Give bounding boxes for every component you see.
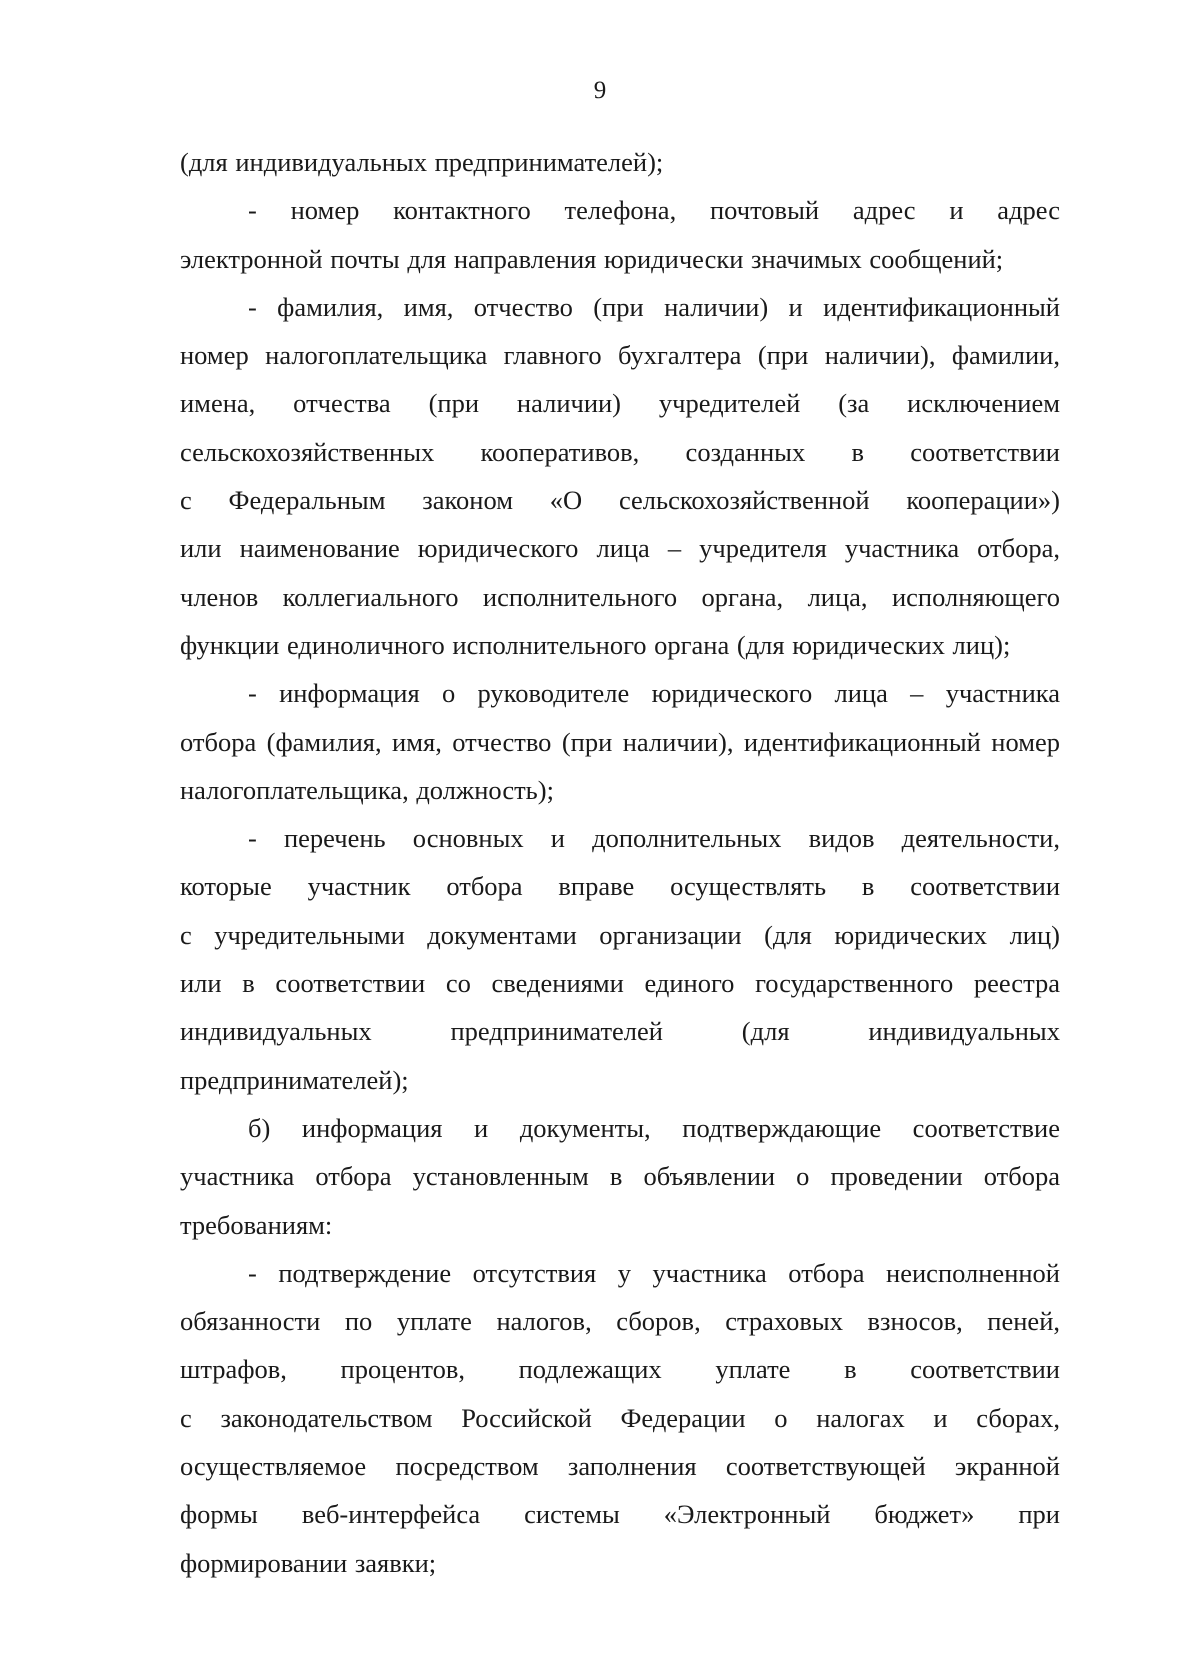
text-line: или в соответствии со сведениями единого государственного реестра: [180, 968, 1060, 999]
text-line: с учредительными документами организации (для юридических лиц): [180, 919, 1060, 950]
text-line: отбора (фамилия, имя, отчество (при наличии), идентификационный номер: [180, 726, 1060, 757]
text-line: налогоплательщика, должность);: [180, 774, 554, 805]
text-line: электронной почты для направления юридически значимых сообщений;: [180, 243, 1004, 274]
text-line: (для индивидуальных предпринимателей);: [180, 147, 664, 177]
page-number: 9: [593, 77, 607, 104]
text-line: обязанности по уплате налогов, сборов, страховых взносов, пеней,: [180, 1306, 1060, 1337]
text-line: осуществляемое посредством заполнения соответствующей экранной: [180, 1451, 1060, 1482]
text-line: - номер контактного телефона, почтовый адрес и адрес: [248, 195, 1060, 226]
text-line: сельскохозяйственных кооперативов, созданных в соответствии: [180, 436, 1060, 467]
text-line: - перечень основных и дополнительных видов деятельности,: [248, 823, 1060, 854]
text-line: - фамилия, имя, отчество (при наличии) и идентификационный: [248, 291, 1060, 322]
text-line: с законодательством Российской Федерации о налогах и сборах,: [180, 1402, 1060, 1433]
text-line: штрафов, процентов, подлежащих уплате в соответствии: [180, 1354, 1060, 1385]
text-line: - информация о руководителе юридического лица – участника: [248, 678, 1060, 709]
text-line: формировании заявки;: [180, 1547, 437, 1578]
text-line: с Федеральным законом «О сельскохозяйственной кооперации»): [180, 485, 1060, 516]
text-line: б) информация и документы, подтверждающие соответствие: [248, 1112, 1060, 1143]
text-line: формы веб-интерфейса системы «Электронный бюджет» при: [180, 1499, 1060, 1530]
text-line: или наименование юридического лица – учредителя участника отбора,: [180, 533, 1060, 564]
text-line: членов коллегиального исполнительного органа, лица, исполняющего: [180, 581, 1060, 612]
text-line: функции единоличного исполнительного органа (для юридических лиц);: [180, 629, 1011, 660]
text-line: имена, отчества (при наличии) учредителей (за исключением: [180, 388, 1060, 419]
text-line: индивидуальных предпринимателей (для индивидуальных: [180, 1016, 1060, 1047]
text-line: предпринимателей);: [180, 1064, 409, 1095]
text-line: - подтверждение отсутствия у участника отбора неисполненной: [248, 1257, 1060, 1288]
text-line: которые участник отбора вправе осуществлять в соответствии: [180, 871, 1060, 902]
text-line: участника отбора установленным в объявлении о проведении отбора: [180, 1161, 1060, 1192]
text-line: номер налогоплательщика главного бухгалтера (при наличии), фамилии,: [180, 340, 1060, 371]
text-line: требованиям:: [180, 1209, 333, 1240]
document-body: [180, 138, 1060, 1587]
